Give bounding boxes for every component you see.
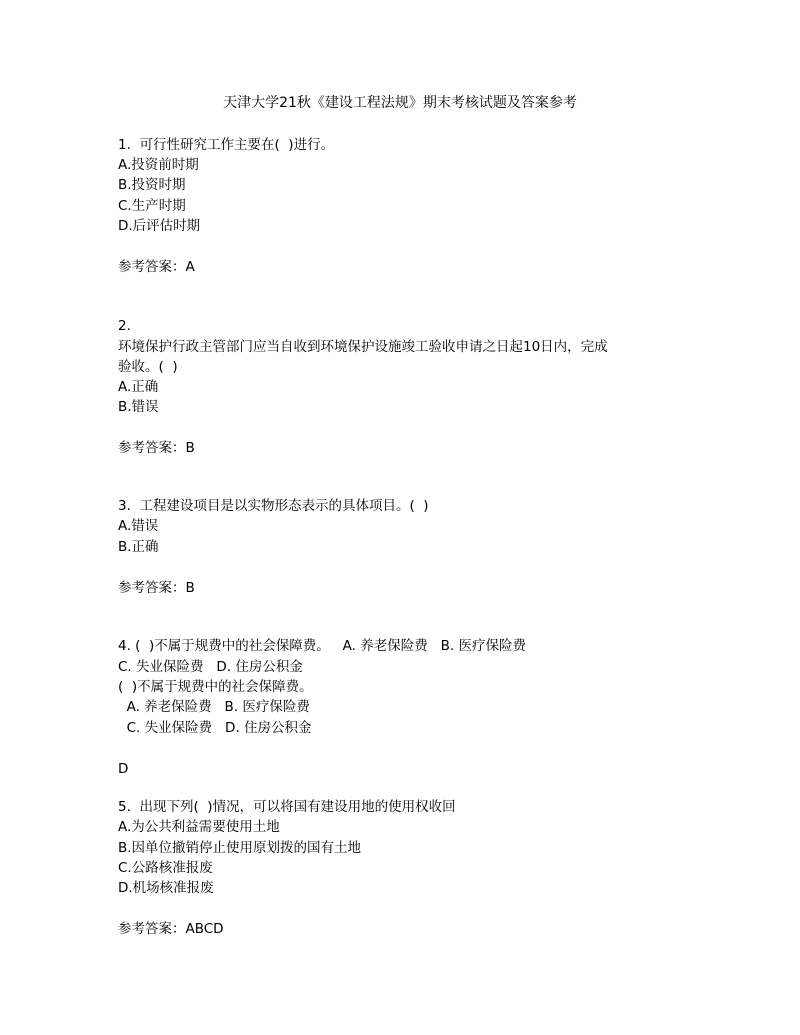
question-2-option-b: B.错误	[118, 399, 159, 415]
question-5-option-a: A.为公共利益需要使用土地	[118, 819, 280, 835]
question-1-stem: 1. 可行性研究工作主要在( )进行。	[118, 137, 335, 153]
question-4-stem-line-2: C. 失业保险费 D. 住房公积金	[118, 659, 303, 675]
question-5-stem: 5. 出现下列( )情况，可以将国有建设用地的使用权收回	[118, 799, 456, 815]
question-4-answer: D	[118, 761, 129, 777]
question-2-number: 2.	[118, 318, 131, 334]
question-2-stem-line-1: 环境保护行政主管部门应当自收到环境保护设施竣工验收申请之日起10日内，完成	[118, 339, 608, 355]
question-3-answer: 参考答案：B	[118, 580, 195, 596]
question-5-answer: 参考答案：ABCD	[118, 921, 224, 937]
question-5-option-c: C.公路核准报废	[118, 860, 213, 876]
question-1-option-c: C.生产时期	[118, 198, 186, 214]
question-4-stem-line-5: C. 失业保险费 D. 住房公积金	[118, 720, 312, 736]
question-1-option-b: B.投资时期	[118, 177, 186, 193]
question-4-stem-line-1: 4. ( )不属于规费中的社会保障费。 A. 养老保险费 B. 医疗保险费	[118, 638, 526, 654]
question-3-stem: 3. 工程建设项目是以实物形态表示的具体项目。( )	[118, 498, 429, 514]
question-1-option-d: D.后评估时期	[118, 218, 201, 234]
question-2-option-a: A.正确	[118, 379, 159, 395]
question-3-option-a: A.错误	[118, 518, 159, 534]
question-2-stem-line-2: 验收。( )	[118, 359, 178, 375]
document-title: 天津大学21秋《建设工程法规》期末考核试题及答案参考	[223, 95, 577, 111]
question-5-option-b: B.因单位撤销停止使用原划拨的国有土地	[118, 840, 362, 856]
question-3-option-b: B.正确	[118, 539, 159, 555]
question-1-answer: 参考答案：A	[118, 259, 195, 275]
question-5-option-d: D.机场核准报废	[118, 880, 214, 896]
question-4-stem-line-4: A. 养老保险费 B. 医疗保险费	[118, 699, 310, 715]
question-1-option-a: A.投资前时期	[118, 157, 199, 173]
question-2-answer: 参考答案：B	[118, 440, 195, 456]
question-4-stem-line-3: ( )不属于规费中的社会保障费。	[118, 679, 313, 695]
